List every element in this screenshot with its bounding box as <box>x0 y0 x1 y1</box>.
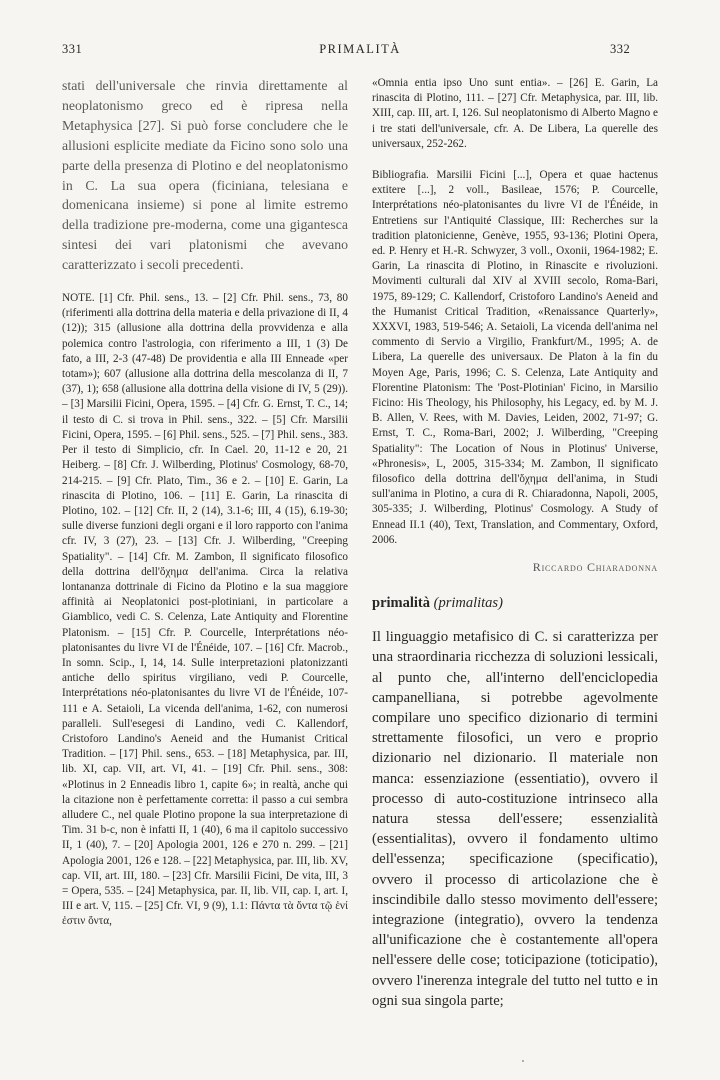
running-head: PRIMALITÀ <box>319 42 401 56</box>
bibliography: Bibliografia. Marsilii Ficini [...], Opera et quae hactenus extitere [...], 2 voll., Basileae, 1576; P. Courcelle, Interprétations néo-platonisantes du livre VI de l'Énéide, in Entretiens sur l'Antiquité Classique, III: Recherches sur la tradition platonicienne, Genève, 1955, 93-136; Plotini Opera, ed. P. Henry et H.-R. Schwyzer, 3 voll., Oxonii, 1964-1982; E. Garin, La rinascita di Plotino, in Rinascite e rivoluzioni. Movimenti culturali dal XIV al XVIII secolo, Roma-Bari, 1975, 89-129; C. Kallendorf, Cristoforo Landino's Aeneid and the Humanist Critical Tradition, «Renaissance Quarterly», XXXVI, 1983, 519-546; A. Setaioli, La vicenda dell'anima nel commento di Servio a Virgilio, Frankfurt/M., 1995; A. de Libera, La querelle des universaux. De Platon à la fin du Moyen Age, Paris, 1996; C. S. Celenza, Late Antiquity and Florentine Platonism: The 'Post-Plotinian' Ficino, in Marsilio Ficino: His Theology, his Philosophy, his Legacy, ed. by M. J. B. Allen, V. Rees, with M. Davies, Leiden, 2002, 71-97; G. Ernst, T. C., Roma-Bari, 2002; J. Wilberding, "Creeping Spatiality": The Location of Nous in Plotinus' Universe, «Phronesis», L, 2005, 315-334; M. Zambon, Il significato filosofico della dottrina dell'ὄχημα dell'anima, in Studi sull'anima in Plotino, a cura di R. Chiaradonna, Napoli, 2005, 305-335; J. Wilberding, Plotinus' Cosmology. A Study of Ennead II.1 (40), Text, Translation, and Commentary, Oxford, 2006. <box>372 169 658 546</box>
page-number-right: 332 <box>610 42 631 56</box>
entry-title-word: primalità <box>372 595 430 612</box>
entry-title-latin: (primalitas) <box>433 595 503 612</box>
entry-title <box>372 593 658 613</box>
notes-continued: «Omnia entia ipso Uno sunt entia». – [26] E. Garin, La rinascita di Plotino, 111. – [27] Cfr. Metaphysica, par. III, lib. XIII, cap. III, art. I, 126. Sul neoplatonismo di Alberto Magno e i tre stati dell'universale, cfr. A. De Libera, La querelle des universaux, 252-262. <box>372 77 658 150</box>
author-signature: Riccardo Chiaradonna <box>532 560 658 575</box>
page-number-left: 331 <box>62 42 83 56</box>
entry-text: Il linguaggio metafisico di C. si caratterizza per una straordinaria ricchezza di soluzioni lessicali, al punto che, all'interno dell'enciclopedia campanelliana, si potrebbe agevolmente compilare uno specifico dizionario di termini strettamente filosofici, un vero e proprio dizionario nel dizionario. Il materiale non manca: essenziazione (essentiatio), ovvero il processo di auto-costituzione intrinseco alla natura stessa dell'essere; essenzialità (essentialitas), ovvero il fondamento ultimo dell'essenza; specificazione (specificatio), ovvero il processo di articolazione che è inscindibile dallo stesso movimento dell'essere; integrazione (integratio), ovvero la tendenza all'unificazione che è costantemente all'opera nell'essere delle cose; toticipazione (toticipatio), ovvero l'inerenza integrale del tutto nel tutto e in ogni sua singola parte; <box>372 629 658 1009</box>
right-column <box>372 76 658 1011</box>
left-column <box>62 76 348 930</box>
notes: NOTE. [1] Cfr. Phil. sens., 13. – [2] Cfr. Phil. sens., 73, 80 (riferimenti alla dottrina della materia e della privazione di II, 4 (12)); 315 (allusione alla dottrina della provvidenza e alla polemica contro l'astrologia, con riferimento a III, 1 (3) De fato, a III, 2-3 (47-48) De providentia e alla III Enneade «per totam»); 607 (allusione alla dottrina della mescolanza di II, 7 (37), 1); 658 (allusione alla dottrina della visione di IV, 5 (29)). – [3] Marsilii Ficini, Opera, 1595. – [4] Cfr. G. Ernst, T. C., 14; il testo di C. si trova in Phil. sens., 322. – [5] Cfr. Marsilii Ficini, Opera, 1595. – [6] Phil. sens., 525. – [7] Phil. sens., 383. Per il testo di Simplicio, cfr. In Cael. 20, 11-12 e 20, 21 Heiberg. – [8] Cfr. J. Wilberding, Plotinus' Cosmology, 68-70, 214-215. – [9] Cfr. Plato, Tim., 36 e 2. – [10] E. Garin, La rinascita di Plotino, 106. – [11] E. Garin, La rinascita di Plotino, 102. – [12] Cfr. II, 2 (14), 3.1-6; III, 4 (15), 6.19-30; sulle diverse funzioni degli organi e il loro rapporto con l'anima cfr. IV, 3 (27), 23. – [13] Cfr. J. Wilberding, "Creeping Spatiality". – [14] Cfr. M. Zambon, Il significato filosofico della dottrina dell'ὄχημα dell'anima. Circa la relativa lontananza dottrinale di Ficino da Plotino e la sua maggiore affinità ai Neoplatonici post-plotiniani, in particolare a Giamblico, vedi C. S. Celenza, Late Antiquity and Florentine Platonism. – [15] Cfr. P. Courcelle, Interprétations néo-platonisantes du livre VI de l'Énéide, 107. – [16] Cfr. Macrob., In somn. Scip., I, 14, 14. Sulle interpretazioni platonizzanti antiche dello spiritus virgiliano, vedi P. Courcelle, Interprétations néo-platonisantes du livre VI de l'Énéide, 107-111 e A. Setaioli, La vicenda dell'anima, 1-62, con numerosi paralleli. Sull'esegesi di Landino, vedi C. Kallendorf, Cristoforo Landino's Aeneid and the Humanist Critical Tradition. – [17] Phil. sens., 653. – [18] Metaphysica, par. III, lib. XI, cap. VII, art. VI, 41. – [19] Cfr. Phil. sens., 308: «Plotinus in 2 Enneadis libro 1, capite 6»; in realtà, anche qui la citazione non è perfettamente corretta: il passo a cui sembra alludere C., nel quale Plotino propone la sua interpretazione di Tim. 31 b-c, non è infatti II, 1 (40), 6 ma il capitolo successivo II, 1 (40), 7. – [20] Apologia 2001, 126 e 270 n. 299. – [21] Apologia 2001, 126 e 128. – [22] Metaphysica, par. III, lib. XV, cap. VII, art. III, 180. – [23] Cfr. Marsilii Ficini, De vita, III, 3 = Opera, 535. – [24] Metaphysica, par. II, lib. VII, cap. I, art. I, III e art. V, 115. – [25] Cfr. VI, 9 (9), 1.1: Πάντα τὰ ὄντα τῷ ἑνί ἐστιν ὄντα, <box>62 292 348 928</box>
page-mark <box>522 1060 524 1062</box>
intro-paragraph: stati dell'universale che rinvia direttamente al neoplatonismo greco ed è ripresa nella Metaphysica [27]. Si può forse concludere che le allusioni esplicite mediate da Ficino sono solo una parte della presenza di Plotino e del neoplatonismo in C. La sua opera (ficiniana, telesiana e domenicana insieme) si pone al limite estremo della tradizione pre-moderna, come una gigantesca sintesi dei vari platonismi che avevano caratterizzato i secoli precedenti. <box>62 78 348 273</box>
